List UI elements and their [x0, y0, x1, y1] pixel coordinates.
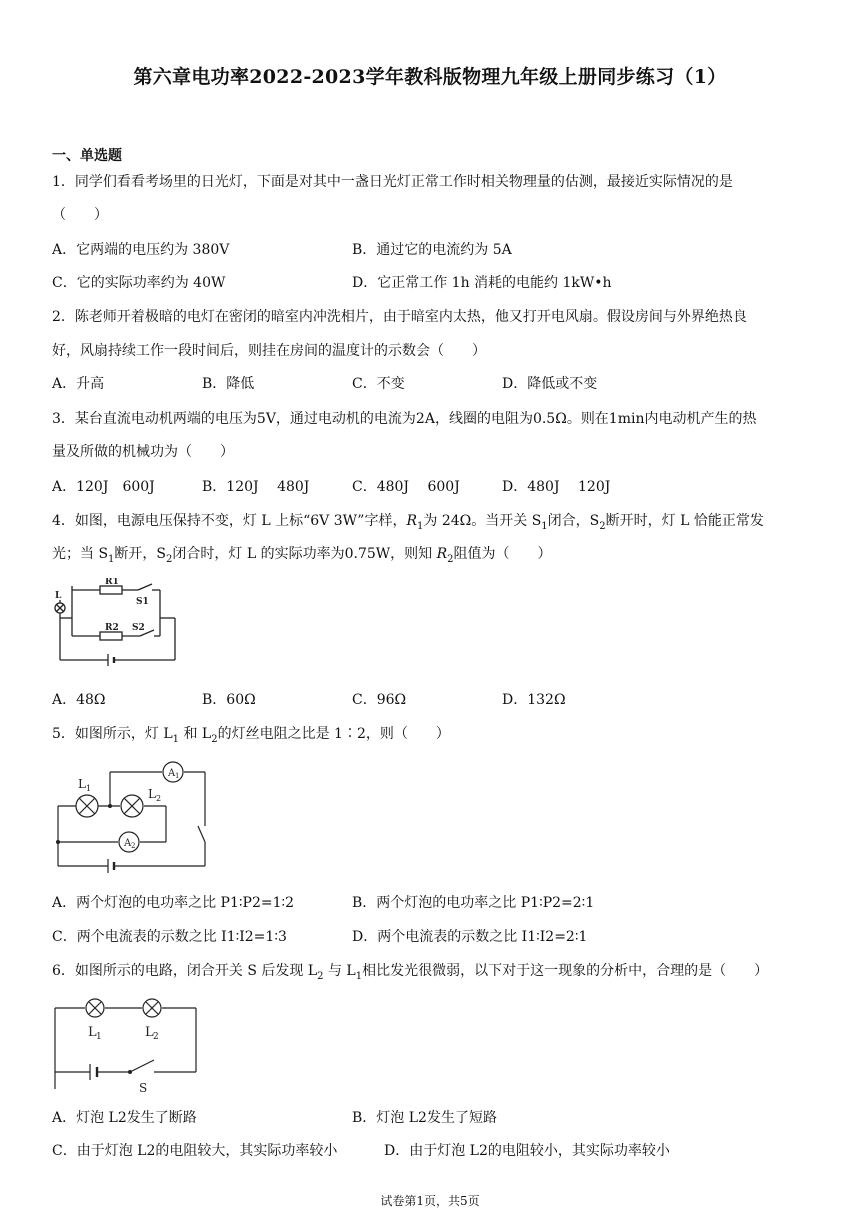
q6-label-l2: L: [145, 1025, 154, 1040]
q1-option-b: B．通过它的电流约为 5A: [352, 242, 512, 258]
q6-stem: 6．如图所示的电路，闭合开关 S 后发现 $L_2$ 与 $L_1$相比发光很微弱，以下对于这一现象的分析中，合理的是（ ）: [52, 963, 769, 982]
q3-option-a: A．120J 600J: [52, 479, 155, 495]
q4-option-b: B．60Ω: [202, 692, 256, 708]
q5-option-b: B．两个灯泡的电功率之比 P1∶P2=2∶1: [352, 895, 595, 911]
q2-stem-line1: 2．陈老师开着极暗的电灯在密闭的暗室内冲洗相片，由于暗室内太热，他又打开电风扇。假设房间与外界绝热良: [52, 309, 747, 325]
page-title: 第六章电功率2022-2023学年教科版物理九年级上册同步练习（1）: [133, 66, 727, 88]
q2-option-d: D．降低或不变: [502, 376, 598, 392]
q3-option-b: B．120J 480J: [202, 479, 310, 495]
q4-label-s1: S1: [136, 597, 149, 607]
q5-label-a2: A: [124, 838, 132, 849]
q1-stem-line1: 1．同学们看看考场里的日光灯，下面是对其中一盏日光灯正常工作时相关物理量的估测，最接近实际情况的是: [52, 174, 733, 190]
q6-option-a: A．灯泡 L2发生了断路: [52, 1110, 197, 1126]
q1-option-d: D．它正常工作 1h 消耗的电能约 1kW•h: [352, 275, 612, 291]
q5-label-l1: L: [78, 777, 86, 791]
q5-option-c: C．两个电流表的示数之比 I1∶I2=1∶3: [52, 929, 287, 945]
q2-option-a: A．升高: [52, 376, 105, 392]
svg-text:1: 1: [96, 1032, 102, 1042]
q4-circuit-figure: [50, 578, 185, 666]
svg-text:2: 2: [156, 794, 162, 803]
q3-stem-line1: 3．某台直流电动机两端的电压为5V，通过电动机的电流为2A，线圈的电阻为0.5Ω。则在1min内电动机产生的热: [52, 411, 757, 427]
q4-label-r2: R2: [105, 623, 119, 633]
q3-stem-line2: 量及所做的机械功为（ ）: [52, 444, 234, 460]
q6-option-c: C．由于灯泡 L2的电阻较大，其实际功率较小: [52, 1143, 338, 1159]
q4-label-s2: S2: [132, 623, 145, 633]
q6-label-s: S: [139, 1081, 148, 1094]
svg-text:1: 1: [86, 784, 92, 793]
svg-text:1: 1: [175, 772, 180, 780]
svg-text:2: 2: [131, 842, 136, 850]
q1-stem-line2: （ ）: [52, 207, 108, 223]
q1-option-c: C．它的实际功率约为 40W: [52, 275, 226, 291]
q5-stem: 5．如图所示，灯 $L_1$ 和 $L_2$的灯丝电阻之比是 1∶2，则（ ）: [52, 726, 450, 745]
q6-option-b: B．灯泡 L2发生了短路: [352, 1110, 497, 1126]
q5-option-a: A．两个灯泡的电功率之比 P1∶P2=1∶2: [52, 895, 295, 911]
section-heading: 一、单选题: [52, 148, 122, 164]
q4-stem-line2: 光；当 $S_1$断开，$S_2$闭合时，灯 L 的实际功率为0.75W，则知 $R_2$阻值为（ ）: [52, 546, 552, 565]
svg-text:2: 2: [153, 1032, 159, 1042]
q4-stem-line1: 4．如图，电源电压保持不变，灯 L 上标“6V 3W”字样，$R_1$为 24Ω。当开关 $S_1$闭合，$S_2$断开时，灯 L 恰能正常发: [52, 513, 764, 532]
q2-option-b: B．降低: [202, 376, 255, 392]
q4-option-a: A．48Ω: [52, 692, 106, 708]
q4-label-l: L: [55, 591, 62, 601]
q3-option-d: D．480J 120J: [502, 479, 611, 495]
q6-label-l1: L: [88, 1025, 97, 1040]
q6-option-d: D．由于灯泡 L2的电阻较小，其实际功率较小: [384, 1143, 670, 1159]
q1-option-a: A．它两端的电压约为 380V: [52, 242, 230, 258]
q6-circuit-figure: [50, 994, 210, 1094]
q4-label-r1: R1: [105, 578, 119, 587]
q4-option-c: C．96Ω: [352, 692, 407, 708]
q4-option-d: D．132Ω: [502, 692, 566, 708]
q5-circuit-figure: [48, 758, 223, 878]
page-footer: 试卷第1页，共5页: [380, 1194, 480, 1208]
q5-label-l2: L: [148, 787, 156, 801]
q5-option-d: D．两个电流表的示数之比 I1∶I2=2∶1: [352, 929, 588, 945]
q2-option-c: C．不变: [352, 376, 405, 392]
q2-stem-line2: 好，风扇持续工作一段时间后，则挂在房间的温度计的示数会（ ）: [52, 343, 486, 359]
q3-option-c: C．480J 600J: [352, 479, 460, 495]
q5-label-a1: A: [168, 768, 176, 779]
